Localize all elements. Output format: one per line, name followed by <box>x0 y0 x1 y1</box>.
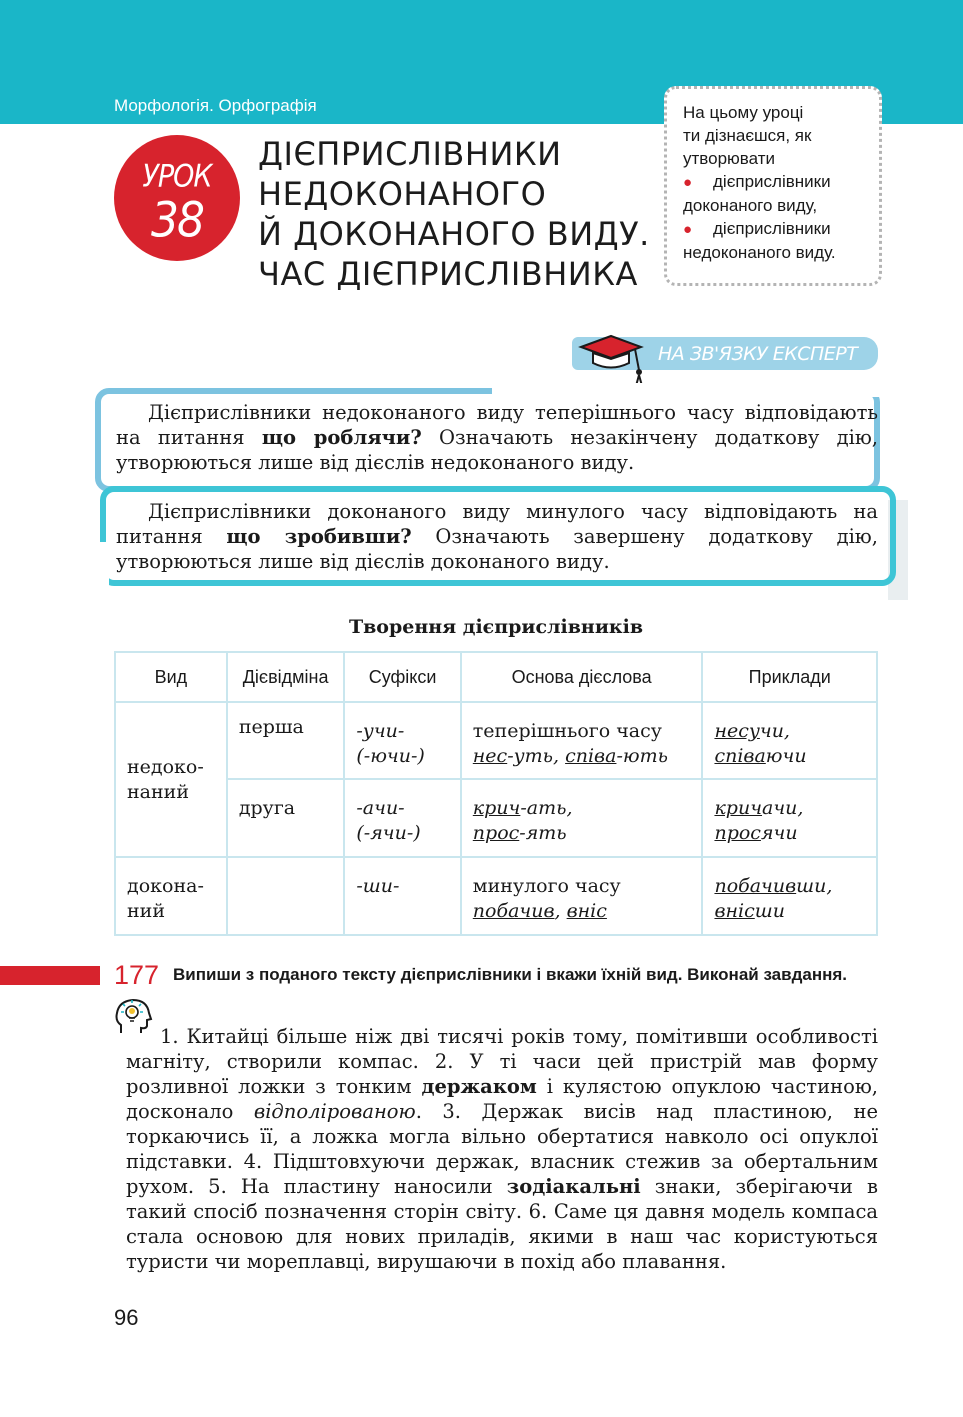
table-row <box>115 779 877 857</box>
table-cell: перша <box>227 702 345 779</box>
table-header-row <box>115 652 877 702</box>
lesson-badge <box>114 135 240 261</box>
exercise-text: 1. Китайці більше ніж дві тисячі років тому, помітивши особливості магніту, створили компас. 2. У ті часи цей пристрій мав форму розливної ложки з тонким держаком і кулястою опуклою частиною, досконало відполірованою. 3. Держак висів над пластиною, не торкаючись її, а ложка могла вільно обертатися навколо осі опуклої підставки. 4. Підштовхуючи держак, власник стежив за обертальним рухом. 5. На пластину наносили зодіакальні знаки, зберігаючи в такий спосіб позначення сторін світу. 6. Саме ця давня модель компаса стала основою для нових приладів, якими в наш час користуються туристи чи мореплавці, вирушаючи в похід або плавання. <box>126 1025 878 1273</box>
table-cell: докона- ний <box>115 857 227 935</box>
table-cell: несучи, співаючи <box>702 702 877 779</box>
table-caption: Творення дієприслівників <box>348 616 644 638</box>
table-cell: недоко- наний <box>115 702 227 857</box>
table-header: Дієвідміна <box>227 652 345 702</box>
table-header: Вид <box>115 652 227 702</box>
table-cell: побачивши, внісши <box>702 857 877 935</box>
lesson-word: УРОК <box>142 158 212 195</box>
table-cell <box>227 857 345 935</box>
rule-imperfective: Дієприслівники недоконаного виду теперішнього часу відповідають на питання що роблячи? Означають незакінчену додаткову дію, утворюються лише від дієслів недоконаного виду. <box>116 401 879 474</box>
goal-item-cont: недоконаного виду. <box>683 243 836 262</box>
title-line: ЧАС ДІЄПРИСЛІВНИКА <box>258 255 638 293</box>
exercise-task: Випиши з поданого тексту дієприслівники і вкажи їхній вид. Виконай завдання. <box>173 965 848 984</box>
table-header: Приклади <box>702 652 877 702</box>
table-cell: -ачи- (-ячи-) <box>344 779 460 857</box>
table-cell: крич-ать, прос-ять <box>461 779 703 857</box>
table-header: Суфікси <box>344 652 460 702</box>
goal-item: ● дієприслівники <box>683 217 865 241</box>
graduation-cap-icon <box>577 330 647 390</box>
exercise-number: 177 <box>114 960 160 990</box>
title-line: НЕДОКОНАНОГО <box>258 175 547 213</box>
title-line: Й ДОКОНАНОГО ВИДУ. <box>258 215 650 253</box>
participle-table <box>114 651 878 936</box>
section-label: Морфологія. Орфографія <box>114 96 317 115</box>
table-row <box>115 702 877 779</box>
lesson-title <box>258 134 658 294</box>
table-cell: -учи- (-ючи-) <box>344 702 460 779</box>
exercise-marker-bar <box>0 966 100 985</box>
goal-item: ● дієприслівники <box>683 170 865 194</box>
page-number: 96 <box>114 1305 139 1330</box>
table-cell: -ши- <box>344 857 460 935</box>
rule-perfective: Дієприслівники доконаного виду минулого часу відповідають на питання що зробивши? Означають завершену додаткову дію, утворюються лише від дієслів доконаного виду. <box>116 500 878 573</box>
expert-badge-label: НА ЗВ'ЯЗКУ ЕКСПЕРТ <box>658 343 858 365</box>
goals-intro-line: ти дізнаєшся, як <box>683 126 812 145</box>
table-row <box>115 857 877 935</box>
table-cell: минулого часу побачив, вніс <box>461 857 703 935</box>
goals-intro-line: утворювати <box>683 149 775 168</box>
table-cell: теперішнього часу нес-уть, співа-ють <box>461 702 703 779</box>
bullet-icon: ● <box>683 174 693 191</box>
table-cell: кричачи, просячи <box>702 779 877 857</box>
lesson-goals-box <box>664 86 882 286</box>
lesson-number: 38 <box>151 192 203 249</box>
title-line: ДІЄПРИСЛІВНИКИ <box>258 135 562 173</box>
goal-item-cont: доконаного виду, <box>683 196 818 215</box>
bullet-icon: ● <box>683 221 693 238</box>
goals-intro-line: На цьому уроці <box>683 103 804 122</box>
table-header: Основа дієслова <box>461 652 703 702</box>
table-cell: друга <box>227 779 345 857</box>
